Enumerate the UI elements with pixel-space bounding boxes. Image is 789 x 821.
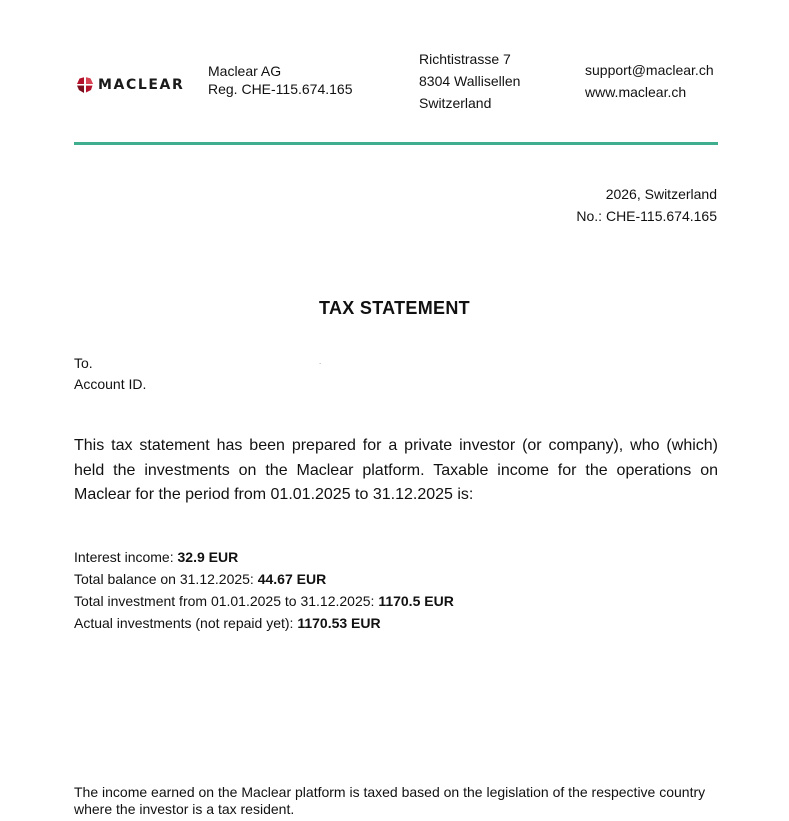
figure-total-investment: [74, 590, 454, 612]
recipient-to-value: .: [319, 357, 322, 366]
logo-wordmark: MACLEAR: [98, 77, 185, 93]
figure-actual-investments: [74, 612, 454, 634]
figure-value: 1170.5 EUR: [378, 593, 454, 609]
contact-email[interactable]: support@maclear.ch: [585, 62, 714, 78]
intro-paragraph: This tax statement has been prepared for a private investor (or company), who (which) held the investments on the Maclear platform. Taxable income for the operations on Maclear for the period from 01.01.2025 to 31.12.2025 is:: [74, 437, 718, 503]
figure-value: 32.9 EUR: [177, 549, 239, 565]
company-logo: [76, 76, 184, 94]
company-name: Maclear AG: [208, 63, 282, 79]
figure-total-balance: [74, 568, 454, 590]
document-number: No.: CHE-115.674.165: [576, 208, 717, 224]
figure-value: 44.67 EUR: [257, 571, 327, 587]
address-street: Richtistrasse 7: [419, 51, 511, 67]
address-city: 8304 Wallisellen: [419, 73, 521, 89]
company-registration: Reg. CHE-115.674.165: [208, 81, 353, 97]
figure-label: Interest income:: [74, 549, 178, 565]
place-date: 2026, Switzerland: [605, 186, 717, 202]
company-contact: [585, 59, 714, 103]
company-info: [208, 62, 353, 98]
contact-website[interactable]: www.maclear.ch: [585, 84, 687, 100]
figure-label: Actual investments (not repaid yet):: [74, 615, 298, 631]
recipient-block: [74, 353, 146, 395]
header-divider: [74, 142, 718, 145]
company-address: [419, 48, 520, 114]
document-title: TAX STATEMENT: [319, 298, 470, 318]
address-country: Switzerland: [419, 95, 492, 111]
figure-label: Total balance on 31.12.2025:: [74, 571, 258, 587]
footer-note: The income earned on the Maclear platform is taxed based on the legislation of the respective country where the investor is a tax resident.: [74, 784, 706, 817]
figure-value: 1170.53 EUR: [297, 615, 381, 631]
figure-label: Total investment from 01.01.2025 to 31.12.2025:: [74, 593, 379, 609]
document-meta: [576, 183, 717, 227]
recipient-account-label: Account ID.: [74, 376, 147, 392]
figure-interest-income: [74, 546, 454, 568]
maclear-shield-icon: [76, 76, 94, 94]
income-figures: [74, 546, 454, 634]
recipient-to-label: To.: [74, 355, 93, 371]
